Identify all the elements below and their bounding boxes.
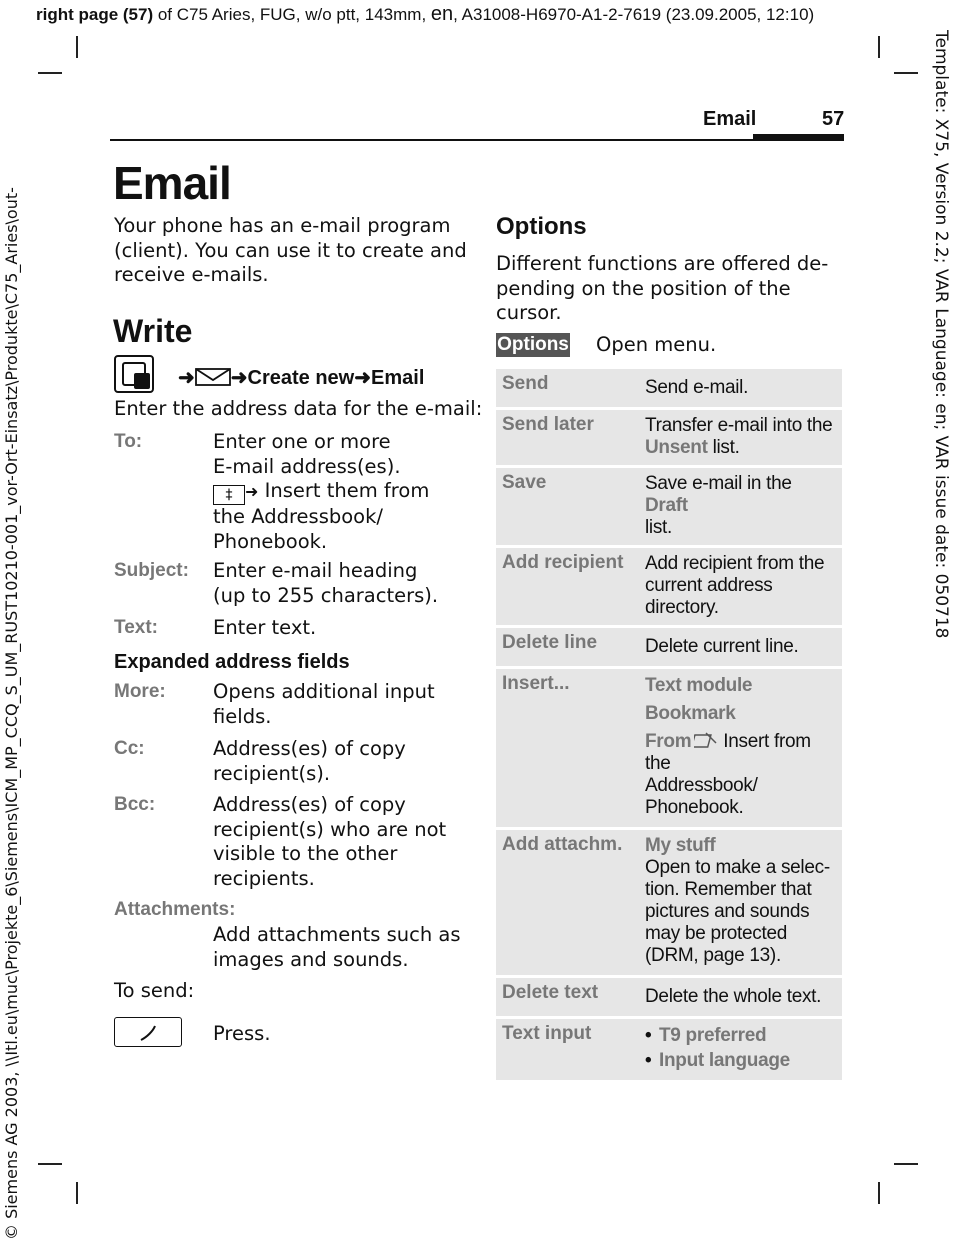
subject-label: Subject: bbox=[114, 560, 189, 581]
subject-description: Enter e-mail heading (up to 255 characters). bbox=[213, 559, 439, 607]
to-label: To: bbox=[114, 431, 143, 452]
option-name: Delete text bbox=[502, 982, 599, 1003]
table-row bbox=[496, 978, 842, 1016]
expanded-heading: Expanded address fields bbox=[114, 651, 350, 673]
page-title: Email bbox=[113, 157, 231, 209]
crop-mark bbox=[38, 1163, 62, 1165]
table-row bbox=[496, 369, 842, 407]
option-name: Save bbox=[502, 472, 547, 493]
option-description: Delete current line. bbox=[645, 636, 799, 657]
option-name: Text input bbox=[502, 1023, 592, 1044]
write-heading: Write bbox=[113, 313, 193, 349]
bcc-label: Bcc: bbox=[114, 794, 156, 815]
template-side-text: Template: X75, Version 2.2; VAR Language: en; VAR issue date: 050718 bbox=[931, 30, 951, 639]
addressbook-icon bbox=[691, 731, 718, 752]
text-label: Text: bbox=[114, 617, 158, 638]
crop-mark bbox=[878, 36, 880, 58]
crop-mark bbox=[38, 72, 62, 74]
option-description: Add recipient from the current address directory. bbox=[645, 553, 825, 618]
crop-mark bbox=[878, 1182, 880, 1204]
envelope-icon bbox=[195, 367, 231, 389]
crop-mark bbox=[894, 1163, 918, 1165]
table-row bbox=[496, 669, 842, 827]
option-description: Transfer e-mail into the Unsent list. bbox=[645, 415, 833, 458]
option-description: My stuff Open to make a selec- tion. Remember that pictures and sounds may be protected (DRM, page 13). bbox=[645, 835, 830, 966]
navigation-key-icon bbox=[114, 355, 154, 393]
print-line: right page (57) of C75 Aries, FUG, w/o ptt, 143mm, en, A31008-H6970-A1-2-7619 (23.09.2005, 12:10) bbox=[36, 3, 815, 25]
table-row bbox=[496, 1019, 842, 1080]
more-description: Opens additional input fields. bbox=[213, 680, 435, 728]
option-name: Add attachm. bbox=[502, 834, 623, 855]
press-text: Press. bbox=[213, 1022, 271, 1045]
option-description: Text module Bookmark From Insert from the Addressbook/ Phonebook. bbox=[645, 675, 811, 818]
cc-label: Cc: bbox=[114, 738, 145, 759]
page-number: 57 bbox=[822, 108, 845, 130]
arrow-icon: ➜ bbox=[354, 367, 372, 389]
text-description: Enter text. bbox=[213, 616, 317, 639]
to-description: Enter one or more E-mail address(es). ‡ ➜ Insert them from the Addressbook/ Phonebook. bbox=[213, 430, 430, 553]
call-key-icon bbox=[114, 1017, 182, 1047]
enter-address-text: Enter the address data for the e-mail: bbox=[114, 397, 483, 420]
open-menu-text: Open menu. bbox=[596, 333, 717, 356]
option-name: Add recipient bbox=[502, 552, 624, 573]
table-row bbox=[496, 410, 842, 465]
table-row bbox=[496, 468, 842, 545]
crop-mark bbox=[76, 36, 78, 58]
to-send-text: To send: bbox=[114, 979, 195, 1002]
cc-description: Address(es) of copy recipient(s). bbox=[213, 737, 406, 785]
crop-mark bbox=[76, 1182, 78, 1204]
option-name: Send bbox=[502, 373, 549, 394]
attachments-label: Attachments: bbox=[114, 899, 236, 920]
options-description: Different functions are offered de- pending on the position of the cursor. bbox=[496, 252, 829, 324]
option-name: Send later bbox=[502, 414, 594, 435]
softkey-icon: ‡ bbox=[213, 485, 245, 505]
attachments-description: Add attachments such as images and sounds. bbox=[213, 923, 461, 971]
options-table bbox=[496, 369, 842, 1083]
menu-path: ➜ ➜Create new➜Email bbox=[178, 367, 425, 389]
option-description: Delete the whole text. bbox=[645, 986, 822, 1007]
bcc-description: Address(es) of copy recipient(s) who are not visible to the other recipients. bbox=[213, 793, 447, 890]
option-name: Insert... bbox=[502, 673, 570, 694]
arrow-icon: ➜ bbox=[178, 367, 195, 389]
options-softkey: Options bbox=[497, 334, 569, 355]
option-description: Send e-mail. bbox=[645, 377, 749, 398]
copyright-side-text: © Siemens AG 2003, \\Itl.eu\muc\Projekte_6\Siemens\ICM_MP_CCQ_S_UM_RUST10210-001_vor-Ort-Einsatz\Produkte\C75_Aries\out- bbox=[2, 187, 21, 1240]
header-rule-thick bbox=[753, 134, 844, 139]
more-label: More: bbox=[114, 681, 166, 702]
table-row bbox=[496, 830, 842, 975]
table-row bbox=[496, 548, 842, 625]
options-heading: Options bbox=[496, 213, 587, 240]
option-description: Save e-mail in the Draft list. bbox=[645, 473, 792, 538]
option-description: • T9 preferred • Input language bbox=[645, 1019, 842, 1080]
crop-mark bbox=[894, 72, 918, 74]
intro-paragraph: Your phone has an e-mail program (client). You can use it to create and receive e-mails. bbox=[114, 214, 467, 286]
running-header-title: Email bbox=[703, 108, 757, 130]
header-rule bbox=[110, 139, 844, 141]
option-name: Delete line bbox=[502, 632, 598, 653]
arrow-icon: ➜ bbox=[230, 367, 248, 389]
arrow-icon: ➜ bbox=[245, 482, 259, 501]
table-row bbox=[496, 628, 842, 666]
